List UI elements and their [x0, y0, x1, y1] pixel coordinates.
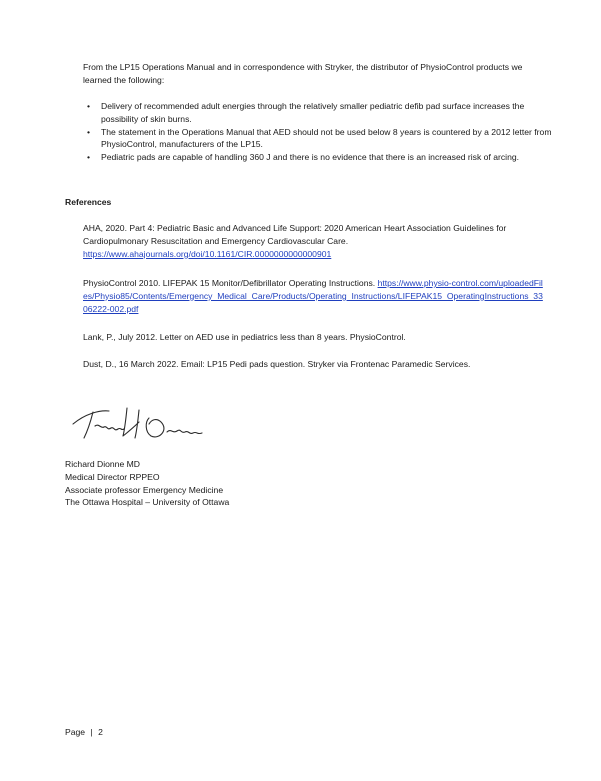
signature-image	[65, 402, 215, 448]
page-footer	[65, 726, 103, 739]
reference-text: Dust, D., 16 March 2022. Email: LP15 Pedi pads question. Stryker via Frontenac Paramedic Services.	[83, 359, 471, 369]
intro-paragraph: From the LP15 Operations Manual and in correspondence with Stryker, the distributor of PhysioControl products we learned the following:	[83, 62, 523, 85]
reference-text: AHA, 2020. Part 4: Pediatric Basic and Advanced Life Support: 2020 American Heart Association Guidelines for Cardiopulmonary Resuscitation and Emergency Cardiovascular Care.	[83, 223, 507, 246]
signer-institution: The Ottawa Hospital – University of Ottawa	[65, 497, 230, 508]
bullet-icon: •	[87, 126, 91, 137]
page-number: 2	[98, 727, 103, 737]
reference-text: Lank, P., July 2012. Letter on AED use in pediatrics less than 8 years. PhysioControl.	[83, 332, 406, 342]
list-item	[83, 100, 553, 126]
reference-link[interactable]: https://www.ahajournals.org/doi/10.1161/CIR.0000000000000901	[83, 248, 332, 259]
signer-block	[65, 458, 229, 509]
signer-position: Associate professor Emergency Medicine	[65, 484, 224, 495]
list-item-text: Pediatric pads are capable of handling 360 J and there is no evidence that there is an increased risk of arcing.	[101, 152, 520, 163]
list-item	[83, 126, 553, 152]
reference-link[interactable]: https://www.physio-control.com/uploadedFiles/Physio85/Contents/Emergency_Medical_Care/Products/Operating_Instructions/LIFEPAK15_OperatingInstructions_3306222-002.pdf	[83, 278, 543, 314]
bullet-icon: •	[87, 101, 91, 111]
list-item-text: The statement in the Operations Manual that AED should not be used below 8 years is countered by a 2012 letter from PhysioControl, manufacturers of the LP15.	[101, 126, 552, 150]
reference-entry	[83, 358, 543, 371]
reference-entry	[83, 222, 543, 260]
list-item	[83, 151, 553, 164]
reference-text: PhysioControl 2010. LIFEPAK 15 Monitor/Defibrillator Operating Instructions.	[83, 278, 376, 288]
signer-name: Richard Dionne MD	[65, 459, 140, 469]
bullet-icon: •	[87, 152, 91, 163]
reference-entry	[83, 277, 543, 315]
references-heading: References	[65, 197, 112, 207]
findings-list	[83, 100, 553, 164]
signer-title: Medical Director RPPEO	[65, 471, 160, 482]
page-label: Page	[65, 727, 86, 737]
list-item-text: Delivery of recommended adult energies through the relatively smaller pediatric defib pad surface increases the possibility of skin burns.	[101, 101, 525, 124]
page-separator: |	[90, 727, 93, 737]
reference-entry	[83, 331, 543, 344]
